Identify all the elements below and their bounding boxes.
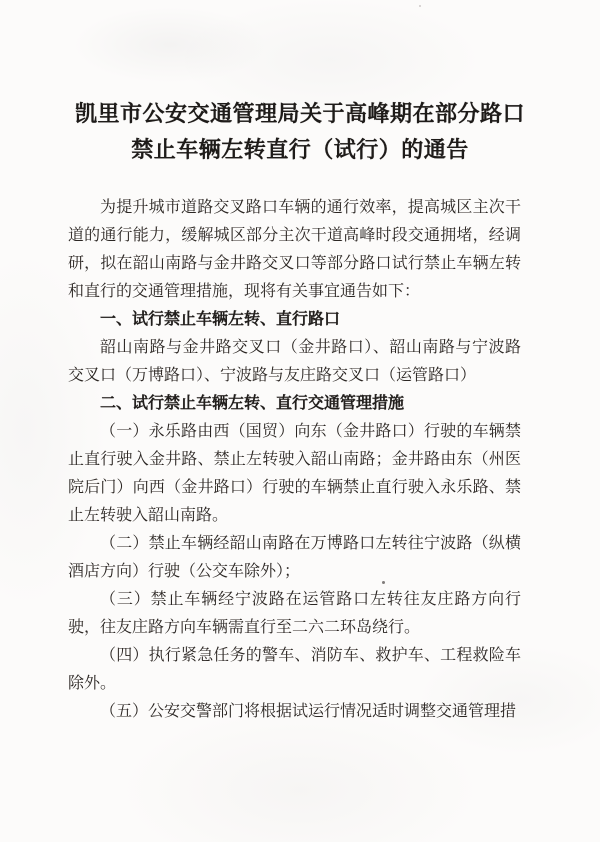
paragraph: （四）执行紧急任务的警车、消防车、救护车、工程救险车除外。 xyxy=(68,647,521,692)
section-heading: 二、试行禁止车辆左转、直行交通管理措施 xyxy=(100,395,405,412)
paragraph: （五）公安交警部门将根据试运行情况适时调整交通管理措 xyxy=(100,703,517,720)
paragraph: 韶山南路与金井路交叉口（金井路口）、韶山南路与宁波路交叉口（万博路口）、宁波路与友庄路交叉口（运管路口） xyxy=(68,339,521,384)
document-title-line1: 凯里市公安交通管理局关于高峰期在部分路口 xyxy=(74,101,525,126)
scan-artifact-dot xyxy=(382,581,385,584)
document-title xyxy=(30,96,570,168)
paragraph: （二）禁止车辆经韶山南路在万博路口左转往宁波路（纵横酒店方向）行驶（公交车除外）； xyxy=(68,535,521,580)
document-title-line2: 禁止车辆左转直行（试行）的通告 xyxy=(131,137,469,162)
section-heading: 一、试行禁止车辆左转、直行路口 xyxy=(100,311,341,328)
paragraph: （一）永乐路由西（国贸）向东（金井路口）行驶的车辆禁止直行驶入金井路、禁止左转驶入韶山南路；金井路由东（州医院后门）向西（金井路口）行驶的车辆禁止直行驶入永乐路、禁止左转驶入韶山南路。 xyxy=(68,423,521,524)
paragraph: （三）禁止车辆经宁波路在运管路口左转往友庄路方向行驶，往友庄路方向车辆需直行至二六二环岛绕行。 xyxy=(68,591,521,636)
scan-artifact-dot xyxy=(419,5,421,7)
paragraph: 为提升城市道路交叉路口车辆的通行效率，提高城区主次干道的通行能力，缓解城区部分主次干道高峰时段交通拥堵，经调研，拟在韶山南路与金井路交叉口等部分路口试行禁止车辆左转和直行的交通管理措施，现将有关事宜通告如下： xyxy=(68,199,521,300)
document-body xyxy=(68,194,521,726)
